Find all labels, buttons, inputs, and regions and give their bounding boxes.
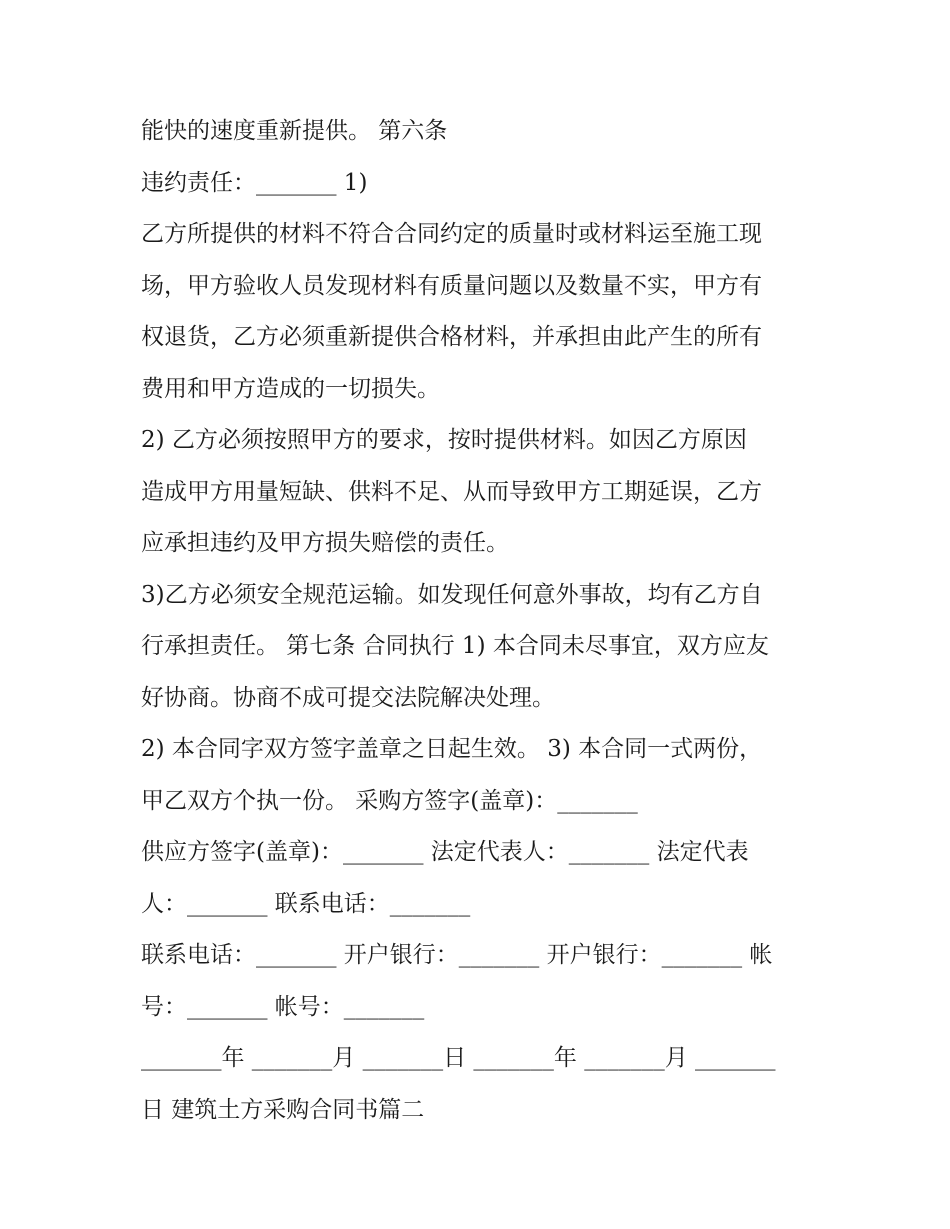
text-line: 违约责任：_______ 1) (141, 169, 368, 196)
text-line: 3)乙方必须安全规范运输。如发现任何意外事故，均有乙方自 (141, 581, 763, 608)
text-line: 人：_______ 联系电话：_______ (141, 890, 471, 917)
text-line: 权退货，乙方必须重新提供合格材料，并承担由此产生的所有 (141, 324, 762, 350)
text-line: 费用和甲方造成的一切损失。 (141, 375, 440, 402)
text-line: 号：_______ 帐号：_______ (141, 993, 425, 1020)
text-line: 联系电话：_______ 开户银行：_______ 开户银行：_______ 帐 (141, 942, 773, 968)
text-line: 2) 本合同字双方签字盖章之日起生效。 3) 本合同一式两份， (141, 736, 763, 762)
text-line: 能快的速度重新提供。 第六条 (141, 118, 448, 144)
contract-text (141, 106, 831, 1136)
text-line: 甲乙双方个执一份。 采购方签字(盖章)：_______ (141, 787, 638, 814)
text-line: _______年 _______月 _______日 _______年 _______月 _______ (141, 1045, 776, 1071)
text-line: 日 建筑土方采购合同书篇二 (141, 1096, 425, 1123)
text-line: 乙方所提供的材料不符合合同约定的质量时或材料运至施工现 (141, 221, 762, 247)
text-line: 供应方签字(盖章)：_______ 法定代表人：_______ 法定代表 (141, 839, 749, 865)
text-line: 应承担违约及甲方损失赔偿的责任。 (141, 530, 509, 556)
text-line: 造成甲方用量短缺、供料不足、从而导致甲方工期延误，乙方 (141, 478, 762, 505)
text-line: 行承担责任。 第七条 合同执行 1) 本合同未尽事宜，双方应友 (141, 633, 769, 659)
text-line: 好协商。协商不成可提交法院解决处理。 (141, 684, 555, 711)
text-line: 场，甲方验收人员发现材料有质量问题以及数量不实，甲方有 (141, 272, 762, 299)
text-line: 2) 乙方必须按照甲方的要求，按时提供材料。如因乙方原因 (141, 427, 747, 453)
